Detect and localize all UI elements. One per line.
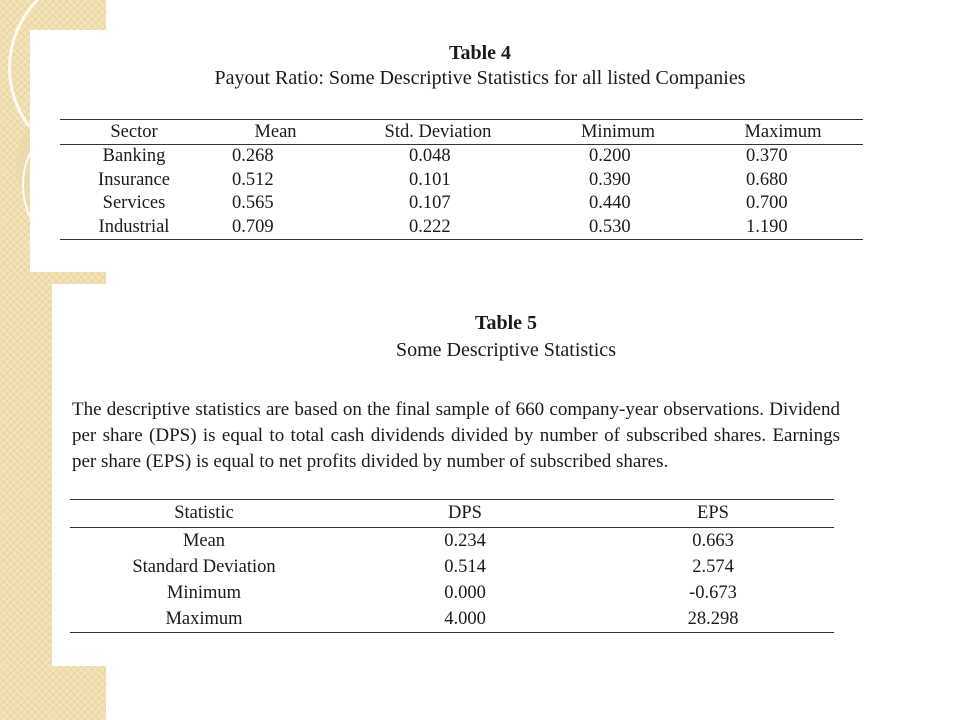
table-row	[70, 580, 834, 606]
table-cell: 0.530	[533, 216, 703, 240]
row-label: Maximum	[70, 606, 338, 633]
table-cell: 0.234	[444, 530, 486, 551]
table-row	[70, 554, 834, 580]
column-header-maximum: Maximum	[703, 120, 863, 145]
column-header-std-deviation: Std. Deviation	[343, 120, 533, 145]
row-label: Standard Deviation	[132, 556, 276, 577]
table-cell: -0.673	[689, 582, 737, 603]
table5	[70, 499, 834, 633]
row-label: Services	[102, 193, 166, 214]
table4-number: Table 4	[448, 42, 512, 64]
table-header-row	[60, 120, 863, 145]
table-row	[60, 145, 863, 169]
column-header-mean: Mean	[208, 120, 343, 145]
column-header-eps: EPS	[592, 500, 834, 528]
column-header-statistic: Statistic	[70, 500, 338, 528]
table-cell: 28.298	[592, 606, 834, 633]
table-cell: 2.574	[692, 556, 734, 577]
column-header-sector: Sector	[60, 120, 208, 145]
table-row	[70, 528, 834, 555]
table-cell: 0.565	[232, 193, 274, 214]
table-cell: 0.101	[409, 169, 451, 190]
table-cell: 0.107	[409, 193, 451, 214]
row-label: Mean	[182, 530, 226, 551]
table-cell: 0.709	[208, 216, 343, 240]
table-row	[60, 169, 863, 193]
table-row	[70, 606, 834, 633]
table-header-row	[70, 500, 834, 528]
table4	[60, 119, 863, 240]
table-cell: 0.680	[746, 169, 788, 190]
table-row	[60, 192, 863, 216]
column-header-dps: DPS	[338, 500, 592, 528]
table-cell: 0.268	[232, 146, 274, 167]
table4-panel	[30, 30, 930, 272]
column-header-minimum: Minimum	[533, 120, 703, 145]
table5-number: Table 5	[474, 312, 538, 334]
table-row	[60, 216, 863, 240]
row-label: Minimum	[166, 582, 241, 603]
table5-title: Some Descriptive Statistics	[396, 339, 616, 361]
table-cell: 0.222	[343, 216, 533, 240]
table-cell: 0.048	[409, 146, 451, 167]
table-cell: 0.663	[692, 530, 734, 551]
row-label: Banking	[102, 146, 166, 167]
table-cell: 0.200	[589, 146, 631, 167]
table-cell: 0.440	[589, 193, 631, 214]
table-cell: 0.000	[444, 582, 486, 603]
table5-description: The descriptive statistics are based on the final sample of 660 company-year observations. Dividend per share (DPS) is equal to total cash dividends divided by number of subscribed shares. Earnings per share (EPS) is equal to net profits divided by number of subscribed shares.	[72, 399, 840, 472]
table-cell: 0.370	[746, 146, 788, 167]
row-label: Insurance	[98, 169, 170, 190]
table-cell: 0.700	[746, 193, 788, 214]
table-cell: 0.512	[232, 169, 274, 190]
table5-panel	[52, 284, 960, 666]
table-cell: 0.390	[589, 169, 631, 190]
table-cell: 4.000	[338, 606, 592, 633]
row-label: Industrial	[60, 216, 208, 240]
table4-title: Payout Ratio: Some Descriptive Statistics for all listed Companies	[214, 67, 746, 89]
table-cell: 0.514	[444, 556, 486, 577]
table-cell: 1.190	[703, 216, 863, 240]
